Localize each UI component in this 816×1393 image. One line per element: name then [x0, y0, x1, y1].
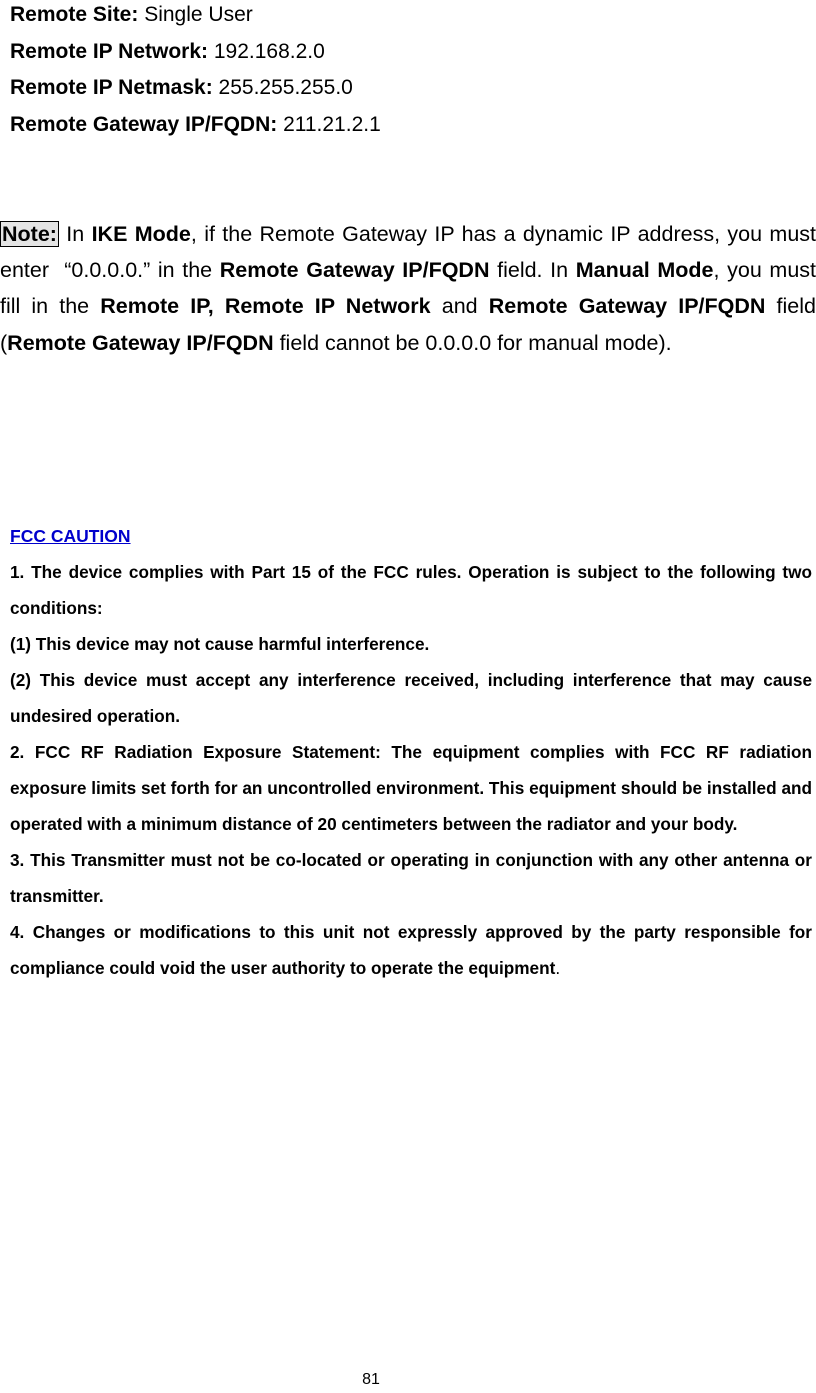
- note-bold: Remote Gateway IP/FQDN: [488, 294, 766, 319]
- note-text: field (: [0, 294, 816, 355]
- setting-remote-ip-network: [10, 37, 381, 74]
- setting-label: Remote Site:: [10, 3, 139, 26]
- setting-value: Single User: [138, 3, 253, 26]
- setting-value: 211.21.2.1: [277, 112, 381, 136]
- note-text: In: [58, 222, 92, 246]
- note-bold: Remote IP, Remote IP Network: [100, 294, 431, 319]
- setting-value: 255.255.255.0: [212, 76, 353, 99]
- fcc-item: (1) This device may not cause harmful interference.: [10, 634, 430, 654]
- note-bold: Remote Gateway IP/FQDN: [7, 330, 274, 355]
- note-text: , you must fill in the: [0, 258, 816, 319]
- setting-label: Remote IP Netmask:: [10, 76, 213, 99]
- note-text: field cannot be 0.0.0.0 for manual mode).: [273, 330, 672, 355]
- note-label: Note:: [2, 222, 57, 246]
- fcc-caution-title: FCC CAUTION: [10, 526, 131, 546]
- fcc-item: 3. This Transmitter must not be co-located or operating in conjunction with any other antenna or transmitter.: [10, 850, 812, 906]
- note-bold: Manual Mode: [575, 258, 714, 283]
- note-bold: IKE Mode: [91, 222, 191, 246]
- page-number: 81: [362, 1371, 380, 1388]
- fcc-item: (2) This device must accept any interference received, including interference that may cause undesired operation.: [10, 670, 812, 726]
- setting-label: Remote IP Network:: [10, 39, 208, 63]
- fcc-item: 1. The device complies with Part 15 of the FCC rules. Operation is subject to the following two conditions:: [10, 562, 812, 618]
- fcc-item: [10, 914, 812, 986]
- fcc-item-end: .: [555, 958, 561, 978]
- fcc-caution-section: [10, 518, 812, 986]
- note-text: and: [430, 294, 489, 319]
- setting-remote-gateway: [10, 110, 381, 147]
- note-text: field. In: [489, 258, 576, 283]
- note-bold: Remote Gateway IP/FQDN: [219, 258, 490, 283]
- fcc-item-text: 4. Changes or modifications to this unit not expressly approved by the party responsible for compliance could void the user authority to operate the equipment: [10, 922, 812, 978]
- setting-label: Remote Gateway IP/FQDN:: [10, 112, 278, 136]
- setting-remote-ip-netmask: [10, 73, 381, 110]
- setting-remote-site: [10, 0, 381, 37]
- fcc-item: 2. FCC RF Radiation Exposure Statement: The equipment complies with FCC RF radiation exposure limits set forth for an uncontrolled environment. This equipment should be installed and operated with a minimum distance of 20 centimeters between the radiator and your body.: [10, 742, 812, 834]
- note-text: , if the Remote Gateway IP has a dynamic IP address, you must enter “0.0.0.0.” in the: [0, 222, 816, 283]
- remote-settings-list: [10, 0, 381, 146]
- note-paragraph: [0, 216, 816, 361]
- setting-value: 192.168.2.0: [208, 39, 325, 63]
